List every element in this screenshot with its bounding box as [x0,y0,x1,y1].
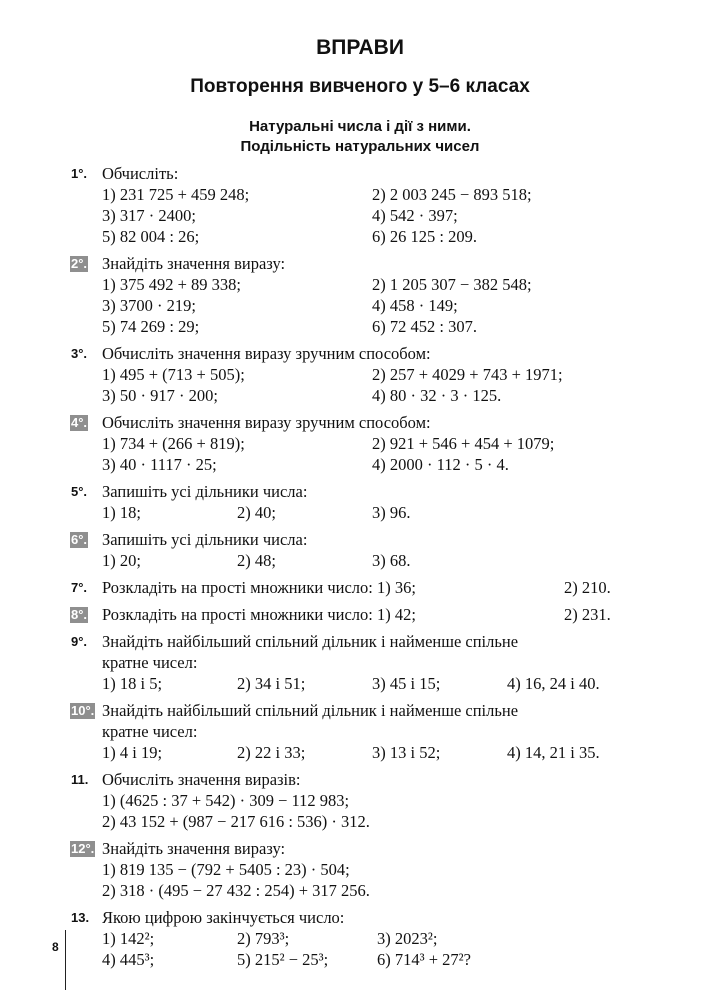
item: 2) 48; [237,551,276,570]
item: 3) 45 і 15; [372,674,441,693]
exercise-number: 7°. [71,580,88,595]
exercise-8 [70,604,670,625]
item: 1) 734 + (266 + 819); [102,434,245,453]
item-row [102,550,670,571]
item-row [102,949,670,970]
exercise-5 [70,481,670,523]
item-row [102,454,670,475]
exercise-12 [70,838,670,901]
topic-heading [0,117,720,157]
item: 4) 542 · 397; [372,206,458,225]
item: 3) 50 · 917 · 200; [102,386,218,405]
item: 5) 82 004 : 26; [102,227,200,246]
item: 1) 20; [102,551,141,570]
item: 3) 3700 · 219; [102,296,196,315]
item: 6) 26 125 : 209. [372,227,477,246]
exercise-number: 3°. [71,346,88,361]
item-row [102,226,670,247]
item-row [102,316,670,337]
item-row [102,385,670,406]
item: 6) 714³ + 27²? [377,950,471,969]
item-row [102,502,670,523]
exercise-number: 11. [71,772,89,787]
item: 5) 74 269 : 29; [102,317,200,336]
item: 2) 210. [564,578,611,597]
item: 1) 819 135 − (792 + 5405 : 23) · 504; [102,860,350,879]
item: 1) 18 і 5; [102,674,163,693]
exercise-number: 13. [71,910,90,925]
item-row [102,928,670,949]
exercise-13 [70,907,670,970]
exercise-instruction: Запишіть усі дільники числа: [102,482,308,501]
item: 3) 40 · 1117 · 25; [102,455,217,474]
topic-heading-line2: Подільність натуральних чисел [240,138,480,155]
exercise-9 [70,631,670,694]
item: 2) 43 152 + (987 − 217 616 : 536) · 312. [102,812,370,831]
exercise-instruction: Знайдіть значення виразу: [102,839,286,858]
item-row [102,364,670,385]
item: 2) 40; [237,503,276,522]
page-number: 8 [52,940,59,954]
item: 2) 318 · (495 − 27 432 : 254) + 317 256. [102,881,370,900]
item: 5) 215² − 25³; [237,950,329,969]
item: 4) 2000 · 112 · 5 · 4. [372,455,509,474]
item: 3) 2023²; [377,929,438,948]
exercise-1 [70,163,670,247]
item: 2) 793³; [237,929,290,948]
exercise-instruction: Знайдіть найбільший спільний дільник і найменше спільне [102,701,519,720]
item-row [102,205,670,226]
exercise-number: 5°. [71,484,88,499]
item: 1) 495 + (713 + 505); [102,365,245,384]
exercise-number: 12°. [71,841,95,856]
item: 4) 458 · 149; [372,296,458,315]
exercise-instruction: Знайдіть найбільший спільний дільник і найменше спільне [102,632,519,651]
item: 2) 1 205 307 − 382 548; [372,275,532,294]
item: 4) 445³; [102,950,155,969]
exercise-instruction: Розкладіть на прості множники число: 1) 36; 2) 210. [102,578,611,597]
exercise-instruction: Обчисліть: [102,164,179,183]
exercise-number: 4°. [71,415,88,430]
exercise-6 [70,529,670,571]
exercise-instruction: Знайдіть значення виразу: [102,254,286,273]
item: 1) 231 725 + 459 248; [102,185,250,204]
exercise-instruction: Обчисліть значення виразів: [102,770,301,789]
item: 2) 231. [564,605,611,624]
page-margin-rule [65,930,66,990]
item: 1) 375 492 + 89 338; [102,275,242,294]
exercise-instruction: Запишіть усі дільники числа: [102,530,308,549]
item: 2) 257 + 4029 + 743 + 1971; [372,365,563,384]
item: 4) 16, 24 і 40. [507,674,600,693]
item: 3) 13 і 52; [372,743,441,762]
item: 6) 72 452 : 307. [372,317,477,336]
item: 2) 921 + 546 + 454 + 1079; [372,434,555,453]
item: 1) (4625 : 37 + 542) · 309 − 112 983; [102,791,350,810]
exercise-3 [70,343,670,406]
item-row [102,742,670,763]
item: 3) 96. [372,503,411,522]
exercise-number: 8°. [71,607,88,622]
exercise-number: 2°. [71,256,88,271]
page-title: ВПРАВИ [316,36,404,59]
exercise-2 [70,253,670,337]
item: 1) 18; [102,503,141,522]
exercise-number: 6°. [71,532,88,547]
item-row [102,274,670,295]
exercise-4 [70,412,670,475]
exercise-instruction: Обчисліть значення виразу зручним способом: [102,413,431,432]
exercise-instruction-cont: кратне чисел: [102,722,198,741]
exercise-10 [70,700,670,763]
topic-heading-line1: Натуральні числа і дії з ними. [249,118,471,135]
item: 4) 80 · 32 · 3 · 125. [372,386,502,405]
exercise-number: 10°. [71,703,95,718]
exercise-instruction: Якою цифрою закінчується число: [102,908,345,927]
item: 1) 142²; [102,929,155,948]
item-row [102,184,670,205]
item-row [102,295,670,316]
section-subtitle: Повторення вивченого у 5–6 класах [190,76,530,97]
item-row [102,673,670,694]
exercise-instruction-cont: кратне чисел: [102,653,198,672]
exercise-list [70,163,670,976]
item: 3) 68. [372,551,411,570]
item: 3) 317 · 2400; [102,206,196,225]
exercise-11 [70,769,670,832]
item: 1) 4 і 19; [102,743,163,762]
exercise-number: 1°. [71,166,88,181]
exercise-number: 9°. [71,634,88,649]
item: 2) 34 і 51; [237,674,306,693]
exercise-7 [70,577,670,598]
item-row [102,433,670,454]
item: 2) 2 003 245 − 893 518; [372,185,532,204]
exercise-instruction: Розкладіть на прості множники число: 1) 42; 2) 231. [102,605,611,624]
exercise-instruction: Обчисліть значення виразу зручним способом: [102,344,431,363]
item: 4) 14, 21 і 35. [507,743,600,762]
item: 2) 22 і 33; [237,743,306,762]
